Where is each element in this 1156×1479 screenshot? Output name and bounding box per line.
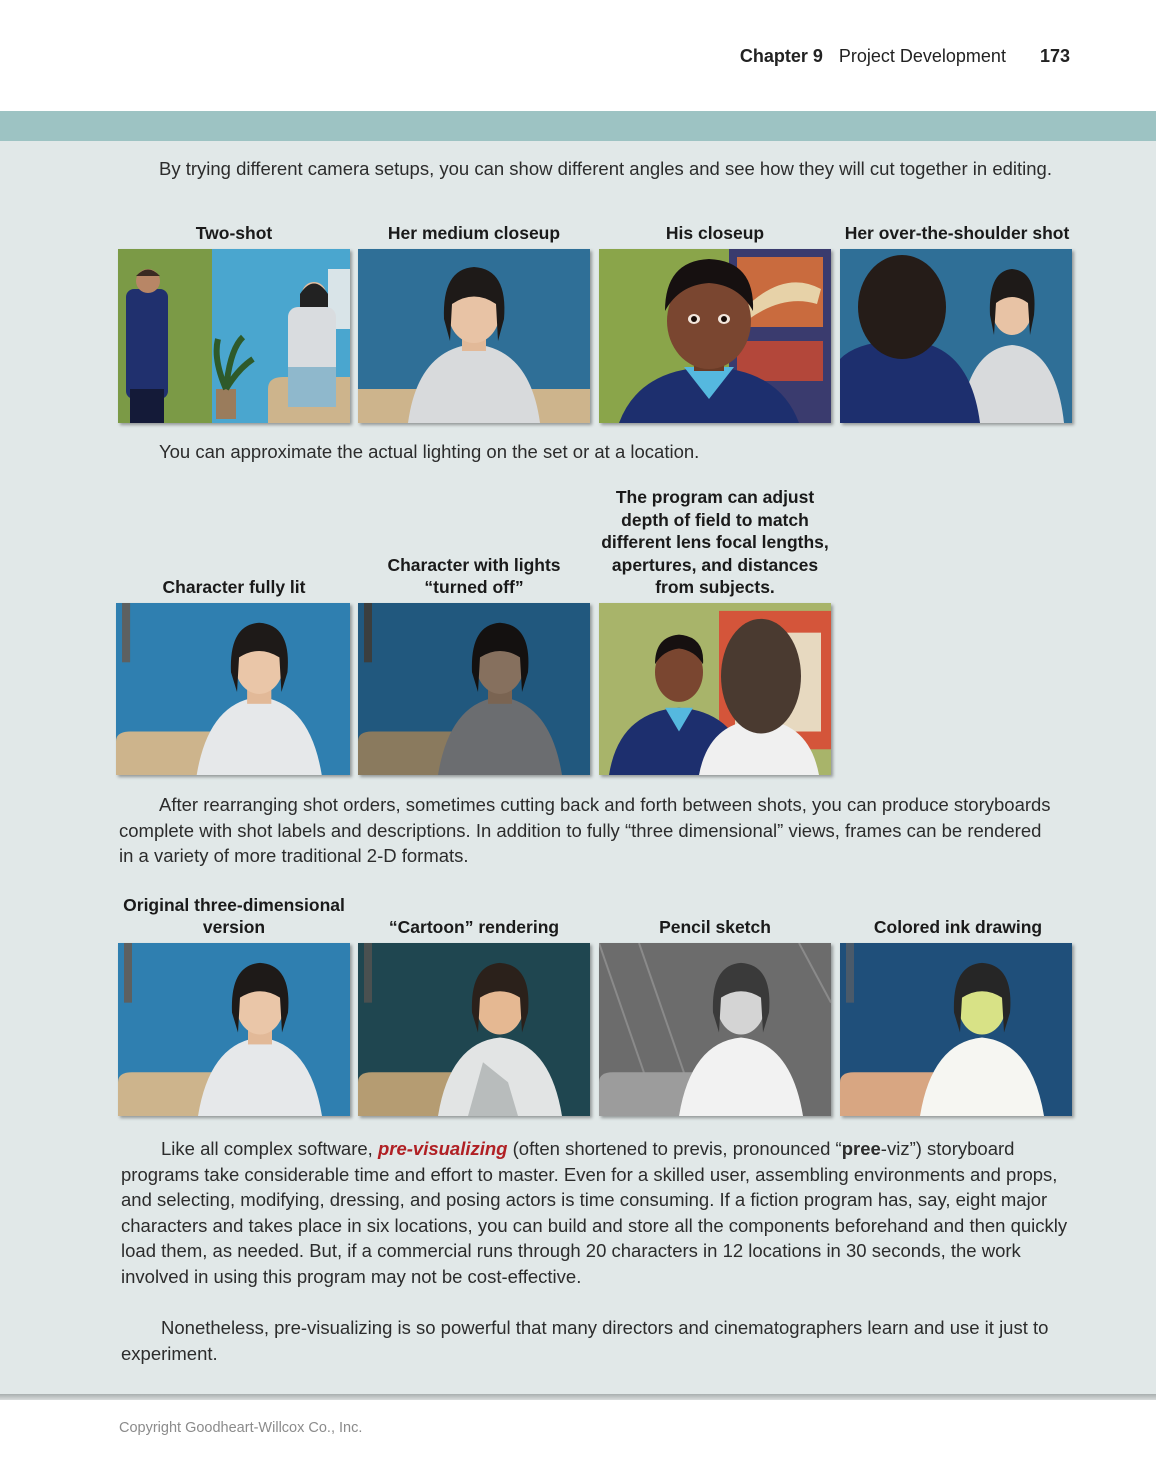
paragraph-camera-setups: By trying different camera setups, you can show different angles and see how they will cut together in editing. bbox=[159, 158, 1052, 179]
glossary-term: pre-visualizing bbox=[377, 1138, 508, 1159]
caption-fully-lit: Character fully lit bbox=[162, 577, 306, 598]
caption-his-closeup: His closeup bbox=[665, 223, 765, 244]
frame-colored-ink bbox=[840, 943, 1072, 1116]
caption-original-3d: Original three-dimensional version bbox=[123, 894, 345, 938]
caption-her-medium-closeup: Her medium closeup bbox=[387, 223, 561, 244]
frame-two-shot bbox=[118, 249, 350, 423]
frame-over-shoulder bbox=[840, 249, 1072, 423]
header-band bbox=[0, 111, 1156, 141]
paragraph-lighting: You can approximate the actual lighting on the set or at a location. bbox=[159, 441, 700, 462]
caption-pencil-sketch: Pencil sketch bbox=[659, 917, 771, 938]
running-header bbox=[740, 46, 1070, 67]
frame-lights-off bbox=[358, 603, 590, 775]
caption-two-shot: Two-shot bbox=[195, 223, 273, 244]
chapter-label: Chapter 9 bbox=[739, 46, 823, 66]
frame-pencil-sketch bbox=[599, 943, 831, 1116]
caption-over-shoulder: Her over-the-shoulder shot bbox=[844, 223, 1070, 244]
bottom-rule bbox=[0, 1394, 1156, 1400]
paragraph-storyboards: After rearranging shot orders, sometimes cutting back and forth between shots, you can produce storyboards complete with shot labels and descriptions. In addition to fully “three dimensional” views, frames can be rendered in a variety of more traditional 2-D formats. bbox=[119, 794, 1051, 866]
frame-cartoon bbox=[358, 943, 590, 1116]
paragraph-complex-software: Like all complex software, pre-visualizing (often shortened to previs, pronounced “pree-viz”) storyboard programs take considerable time and effort to master. Even for a skilled user, assembling environments and props, and selecting, modifying, dressing, and posing actors is time consuming. If a fiction program has, say, eight major characters and takes place in six locations, you can build and store all the components beforehand and then quickly load them, as needed. But, if a commercial runs through 20 characters in 12 locations in 30 seconds, the work involved in using this program may not be cost-effective. bbox=[121, 1138, 1068, 1287]
copyright-footer: Copyright Goodheart-Willcox Co., Inc. bbox=[119, 1420, 363, 1436]
caption-depth-of-field: The program can adjust depth of field to match different lens focal lengths, apertures, and distances from subjects. bbox=[601, 487, 829, 598]
caption-colored-ink: Colored ink drawing bbox=[873, 917, 1043, 938]
caption-lights-off: Character with lights “turned off” bbox=[387, 554, 561, 598]
page-number: 173 bbox=[1039, 46, 1070, 66]
frame-depth-of-field bbox=[599, 603, 831, 775]
caption-cartoon: “Cartoon” rendering bbox=[388, 917, 560, 938]
frame-his-closeup bbox=[599, 249, 831, 423]
paragraph-nonetheless: Nonetheless, pre-visualizing is so powerful that many directors and cinematographers learn and use it just to experiment. bbox=[121, 1317, 1049, 1364]
frame-her-medium-closeup bbox=[358, 249, 590, 423]
frame-fully-lit bbox=[116, 603, 350, 775]
frame-original-3d bbox=[118, 943, 350, 1116]
section-title: Project Development bbox=[838, 46, 1006, 66]
